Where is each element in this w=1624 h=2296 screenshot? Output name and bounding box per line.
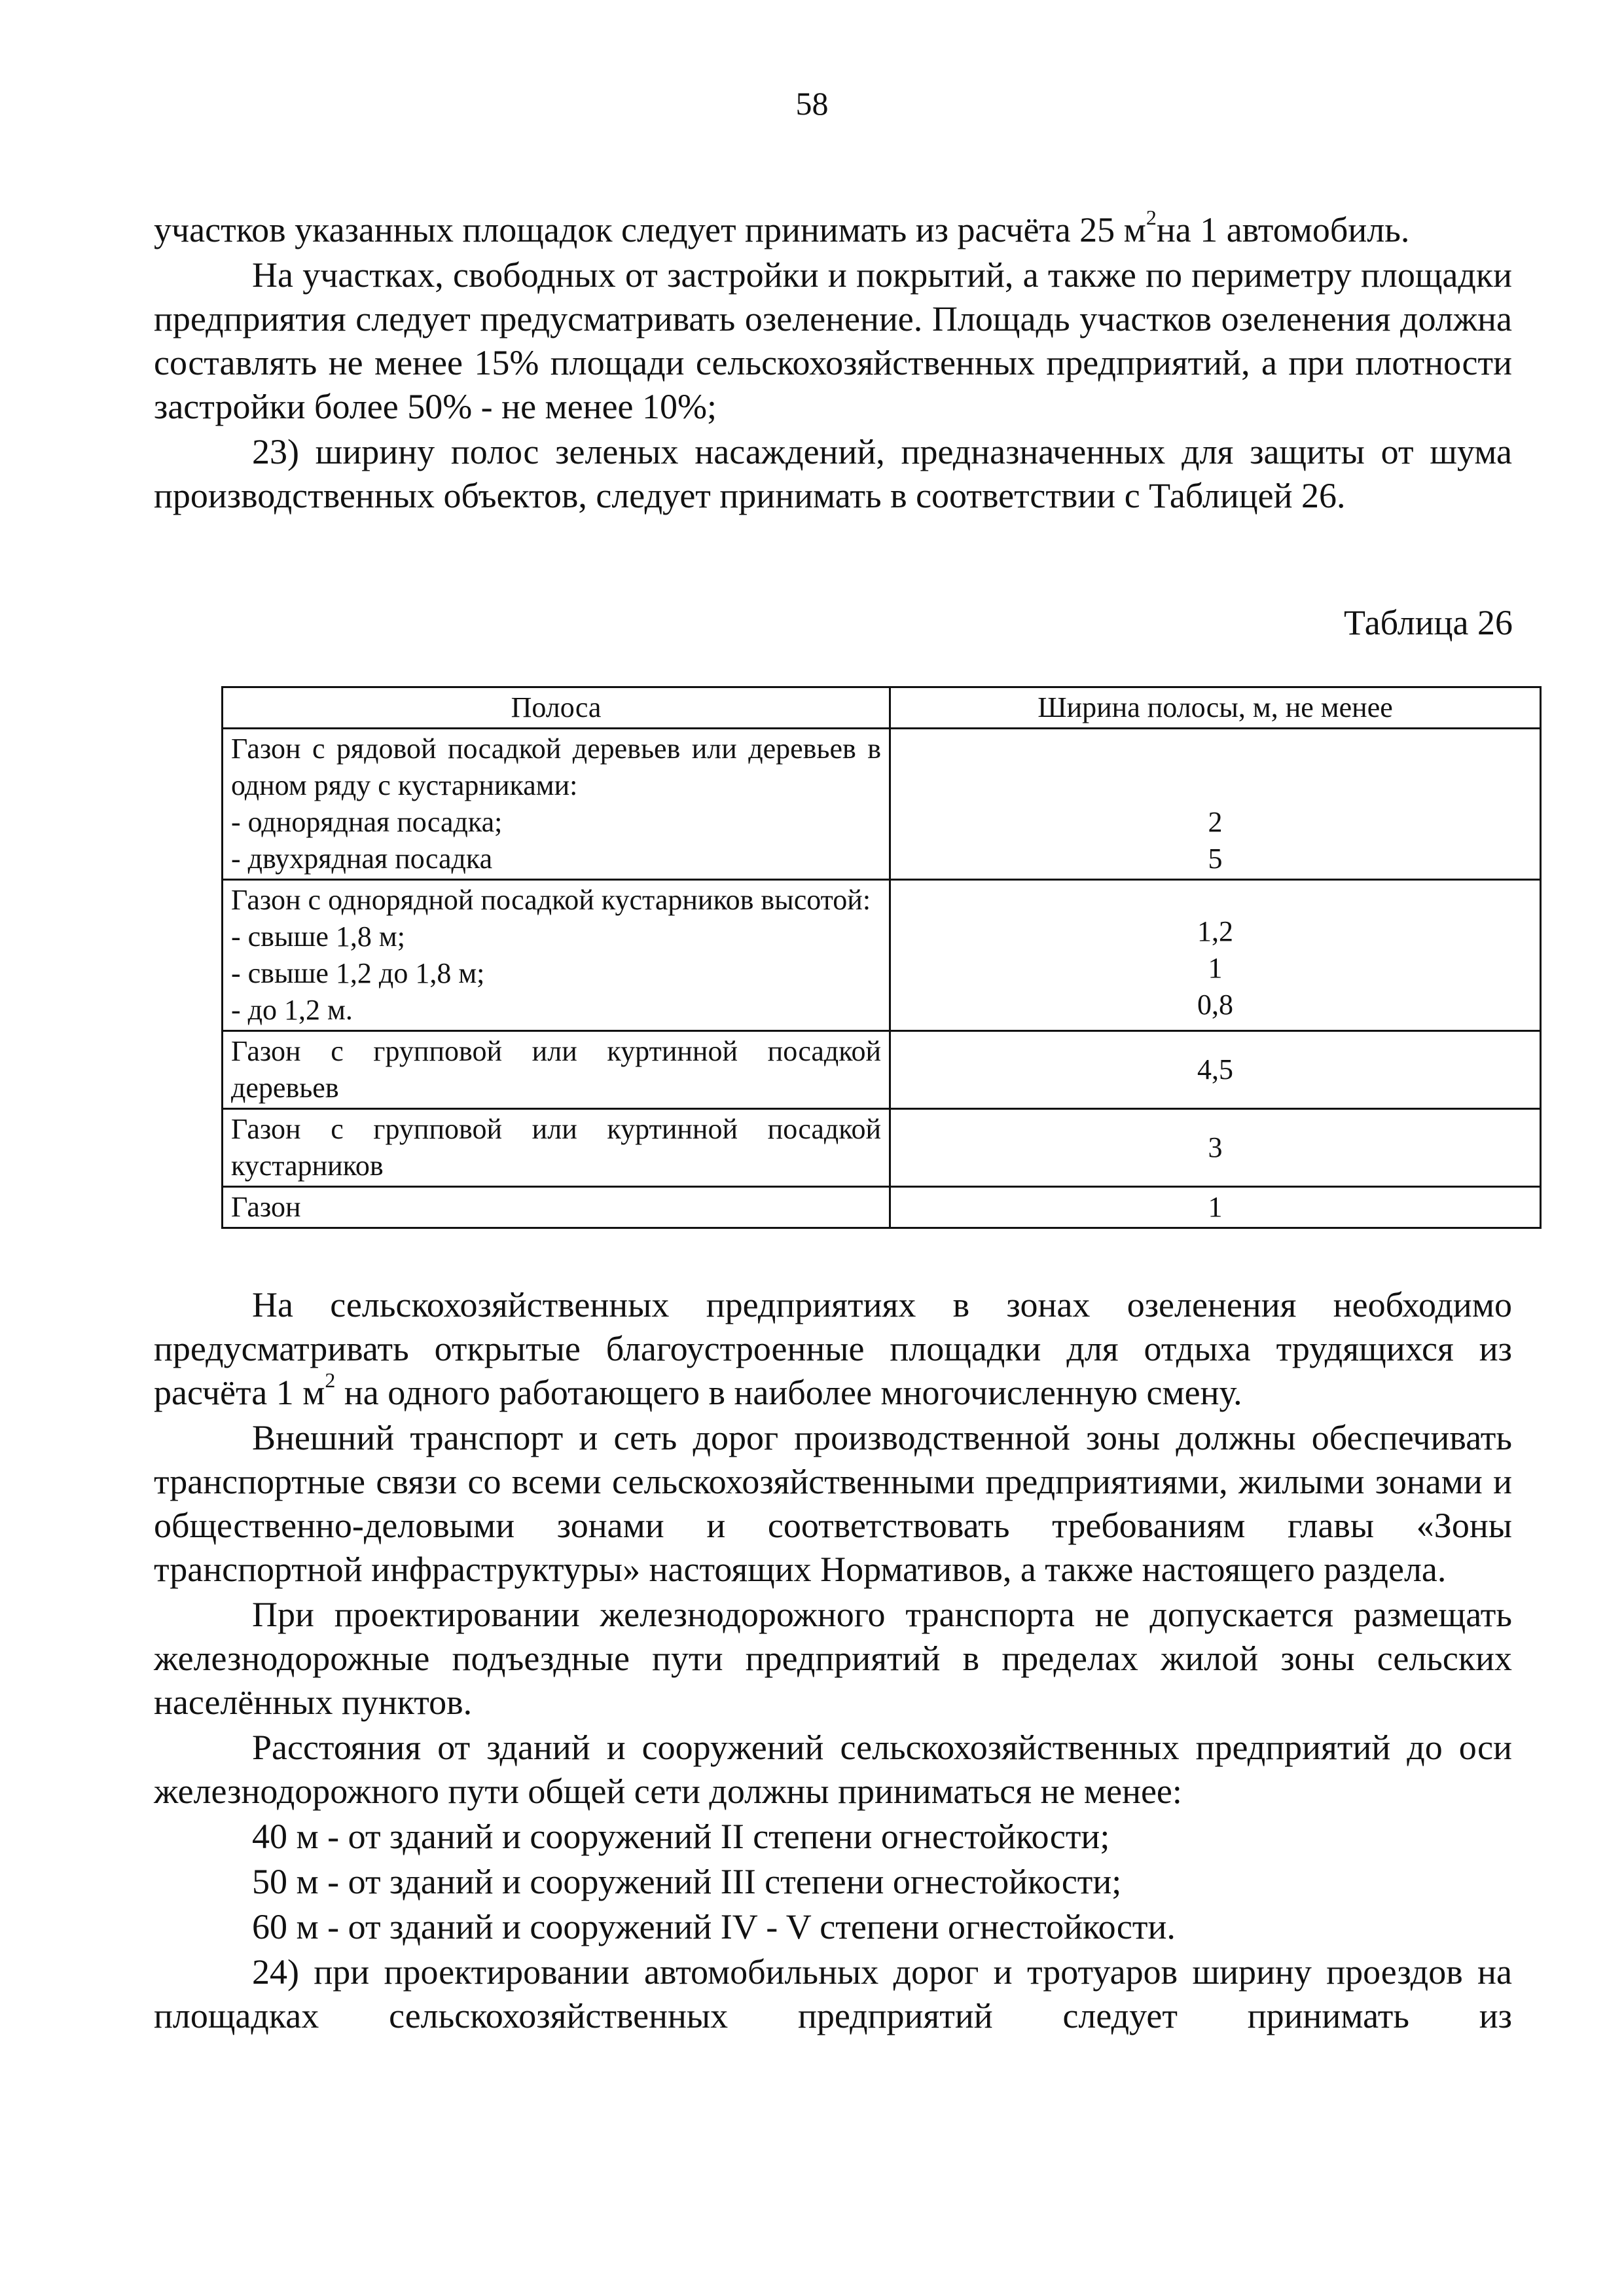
paragraph: Внешний транспорт и сеть дорог производственной зоны должны обеспечивать транспортные связи со всеми сельскохозяйственными предприятиями, жилыми зонами и общественно-деловыми зонами и соответствовать требованиям главы «Зоны транспортной инфраструктуры» настоящих Нормативов, а также настоящего раздела. — [154, 1418, 1512, 1589]
intro-text — [154, 208, 1512, 519]
width-cell: 4,5 — [890, 1031, 1541, 1109]
superscript: 2 — [1146, 206, 1157, 229]
paragraph: На участках, свободных от застройки и покрытий, а также по периметру площадки предприятия следует предусматривать озеленение. Площадь участков озеленения должна составлять не менее 15% площади сельскохозяйственных предприятий, а при плотности застройки более 50% - не менее 10%; — [154, 255, 1512, 426]
table-row — [223, 1187, 1541, 1228]
paragraph: При проектировании железнодорожного транспорта не допускается размещать железнодорожные подъездные пути предприятий в пределах жилой зоны сельских населённых пунктов. — [154, 1595, 1512, 1722]
table-caption: Таблица 26 — [1344, 603, 1513, 642]
list-item: 60 м - от зданий и сооружений IV - V степени огнестойкости. — [252, 1907, 1176, 1946]
body-text — [154, 1283, 1512, 2039]
cell-line: Газон с групповой или куртинной посадкой деревьев — [231, 1035, 881, 1104]
list-item: 50 м - от зданий и сооружений III степени огнестойкости; — [252, 1862, 1122, 1901]
cell-line: - свыше 1,2 до 1,8 м; — [231, 957, 485, 989]
table-row — [223, 880, 1541, 1031]
paragraph — [154, 208, 1512, 252]
width-cell: 3 — [890, 1109, 1541, 1187]
green-strip-table — [221, 686, 1542, 1229]
column-header: Ширина полосы, м, не менее — [890, 687, 1541, 729]
cell-line: Газон с групповой или куртинной посадкой кустарников — [231, 1113, 881, 1182]
paragraph: 24) при проектировании автомобильных дорог и тротуаров ширину проездов на площадках сельскохозяйственных предприятий следует принимать из — [154, 1952, 1512, 2035]
cell-line: 2 — [1208, 806, 1223, 838]
paragraph — [154, 1283, 1512, 1415]
table-row — [223, 1031, 1541, 1109]
paragraph-text: На сельскохозяйственных предприятиях в зонах озеленения необходимо предусматривать открытые благоустроенные площадки для отдыха трудящихся из расчёта 1 м — [154, 1285, 1512, 1412]
cell-line: - до 1,2 м. — [231, 994, 353, 1026]
cell-line: Газон с рядовой посадкой деревьев или деревьев в одном ряду с кустарниками: — [231, 733, 881, 801]
width-cell — [890, 729, 1541, 880]
cell-line: 0,8 — [1197, 989, 1233, 1021]
table-row — [223, 1109, 1541, 1187]
width-cell — [890, 880, 1541, 1031]
superscript: 2 — [325, 1368, 336, 1392]
page-number: 58 — [795, 85, 829, 122]
cell-line: - однорядная посадка; — [231, 806, 503, 838]
strip-cell — [223, 880, 890, 1031]
strip-cell — [223, 1031, 890, 1109]
paragraph: Расстояния от зданий и сооружений сельскохозяйственных предприятий до оси железнодорожного пути общей сети должны приниматься не менее: — [154, 1728, 1512, 1811]
paragraph: 23) ширину полос зеленых насаждений, предназначенных для защиты от шума производственных объектов, следует принимать в соответствии с Таблицей 26. — [154, 432, 1512, 515]
width-cell: 1 — [890, 1187, 1541, 1228]
cell-line: Газон с однорядной посадкой кустарников высотой: — [231, 884, 871, 916]
cell-line: 1,2 — [1197, 915, 1233, 947]
cell-line: - свыше 1,8 м; — [231, 920, 405, 953]
cell-line: - двухрядная посадка — [231, 843, 493, 875]
paragraph-text: на 1 автомобиль. — [1156, 210, 1410, 249]
strip-cell — [223, 729, 890, 880]
strip-cell — [223, 1109, 890, 1187]
strip-cell: Газон — [223, 1187, 890, 1228]
cell-line: 1 — [1208, 952, 1223, 984]
table-row — [223, 729, 1541, 880]
paragraph-text: участков указанных площадок следует принимать из расчёта 25 м — [154, 210, 1146, 249]
column-header: Полоса — [223, 687, 890, 729]
list-item: 40 м - от зданий и сооружений II степени огнестойкости; — [252, 1817, 1110, 1856]
paragraph-text: на одного работающего в наиболее многочисленную смену. — [335, 1373, 1242, 1412]
table-header-row — [223, 687, 1541, 729]
cell-line: 5 — [1208, 843, 1223, 875]
